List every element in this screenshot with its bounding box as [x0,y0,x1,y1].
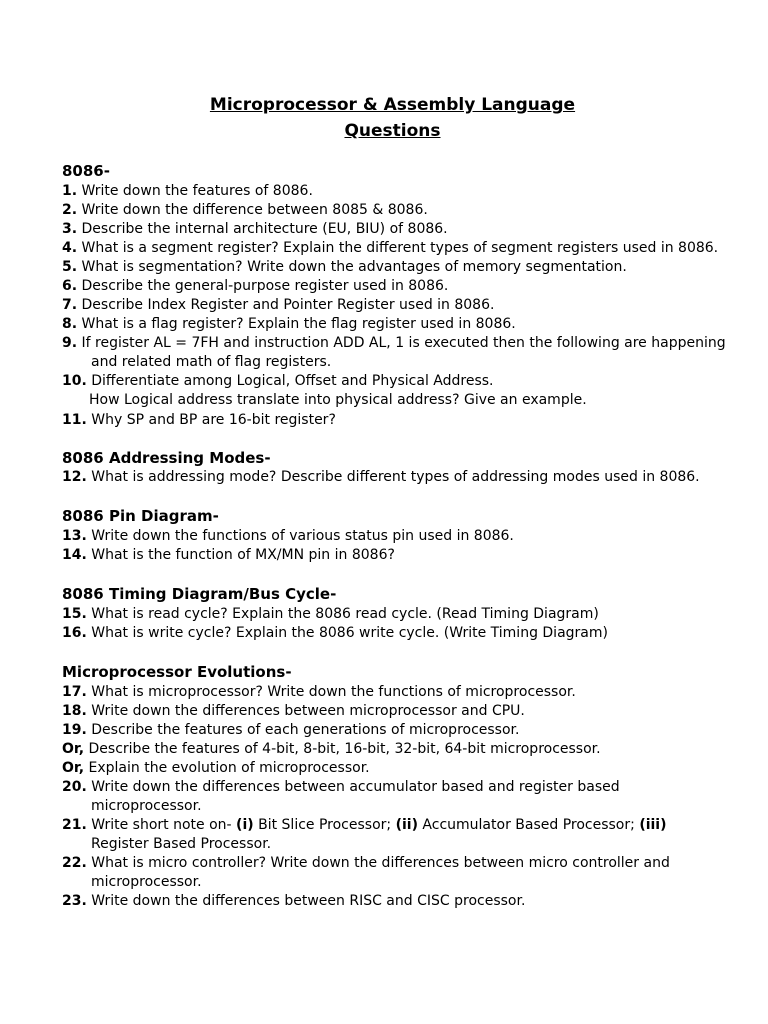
question-text: What is a flag register? Explain the flag register used in 8086. [77,316,516,332]
question-10-continuation: How Logical address translate into physical address? Give an example. [89,392,587,408]
question-19 [62,721,519,740]
question-text: Why SP and BP are 16-bit register? [86,412,336,428]
question-5 [62,258,627,277]
question-3 [62,220,448,239]
question-23 [62,892,525,911]
question-text: Write down the differences between accumulator based and register based [86,779,620,795]
question-or-1 [62,740,601,759]
question-17 [62,683,576,702]
question-number: 4. [62,240,78,256]
question-number: 11. [62,412,87,428]
question-21-continuation: Register Based Processor. [91,836,272,852]
question-number: 23. [62,893,87,909]
question-text: Describe the features of 4-bit, 8-bit, 16-bit, 32-bit, 64-bit microprocessor. [84,741,601,757]
question-text: Write down the differences between microprocessor and CPU. [86,703,525,719]
question-number: 7. [62,297,78,313]
item-label-iii: (iii) [639,817,667,833]
question-number: 20. [62,779,87,795]
question-21 [62,816,667,835]
question-or-2 [62,759,370,778]
question-22 [62,854,670,873]
item-label-ii: (ii) [395,817,418,833]
question-13 [62,527,514,546]
question-number: 18. [62,703,87,719]
question-number: 14. [62,547,87,563]
question-number: 1. [62,183,78,199]
question-number: 17. [62,684,87,700]
question-number: 6. [62,278,78,294]
question-text: What is write cycle? Explain the 8086 write cycle. (Write Timing Diagram) [86,625,608,641]
question-20-continuation: microprocessor. [91,798,202,814]
question-text: What is micro controller? Write down the differences between micro controller and [86,855,670,871]
question-9-continuation: and related math of flag registers. [91,354,332,370]
question-text: What is segmentation? Write down the advantages of memory segmentation. [77,259,627,275]
question-number: 13. [62,528,87,544]
question-16 [62,624,608,643]
question-12 [62,468,700,487]
question-text: Differentiate among Logical, Offset and Physical Address. [86,373,494,389]
question-11 [62,411,336,430]
question-text: Explain the evolution of microprocessor. [84,760,370,776]
question-18 [62,702,525,721]
question-text: What is read cycle? Explain the 8086 read cycle. (Read Timing Diagram) [86,606,599,622]
question-text: Describe Index Register and Pointer Register used in 8086. [77,297,495,313]
question-text: Write down the difference between 8085 & 8086. [77,202,428,218]
question-14 [62,546,395,565]
section-heading-8086: 8086- [62,162,110,180]
section-heading-pin-diagram: 8086 Pin Diagram- [62,507,219,525]
question-2 [62,201,428,220]
question-text: Write short note on- [86,817,237,833]
question-number: 2. [62,202,78,218]
question-text: What is a segment register? Explain the different types of segment registers used in 8086. [77,240,719,256]
document-subtitle: Questions [344,121,441,141]
question-10 [62,372,494,391]
section-heading-addressing-modes: 8086 Addressing Modes- [62,449,271,467]
question-text: Accumulator Based Processor; [417,817,640,833]
question-number: 16. [62,625,87,641]
question-number: 22. [62,855,87,871]
question-number: 10. [62,373,87,389]
section-heading-timing-diagram: 8086 Timing Diagram/Bus Cycle- [62,585,337,603]
question-15 [62,605,599,624]
question-number: 3. [62,221,78,237]
question-1 [62,182,313,201]
question-text: Bit Slice Processor; [253,817,396,833]
question-text: What is the function of MX/MN pin in 8086? [86,547,395,563]
question-20 [62,778,620,797]
question-text: What is addressing mode? Describe different types of addressing modes used in 8086. [86,469,700,485]
question-text: Write down the features of 8086. [77,183,313,199]
question-number: 21. [62,817,87,833]
question-7 [62,296,494,315]
question-9 [62,334,726,353]
question-number: 8. [62,316,78,332]
question-22-continuation: microprocessor. [91,874,202,890]
question-text: What is microprocessor? Write down the functions of microprocessor. [86,684,576,700]
question-number: 9. [62,335,78,351]
question-text: Describe the features of each generations of microprocessor. [86,722,520,738]
question-number: 5. [62,259,78,275]
question-6 [62,277,448,296]
question-number: Or, [62,741,85,757]
question-number: 15. [62,606,87,622]
item-label-i: (i) [236,817,254,833]
document-title: Microprocessor & Assembly Language [209,95,576,115]
question-text: Describe the internal architecture (EU, BIU) of 8086. [77,221,448,237]
question-text: Write down the differences between RISC and CISC processor. [86,893,526,909]
question-text: Describe the general-purpose register used in 8086. [77,278,449,294]
question-text: If register AL = 7FH and instruction ADD AL, 1 is executed then the following are happening [77,335,726,351]
question-8 [62,315,516,334]
question-number: 12. [62,469,87,485]
question-text: Write down the functions of various status pin used in 8086. [86,528,514,544]
section-heading-evolutions: Microprocessor Evolutions- [62,663,292,681]
question-4 [62,239,718,258]
question-number: 19. [62,722,87,738]
question-number: Or, [62,760,85,776]
